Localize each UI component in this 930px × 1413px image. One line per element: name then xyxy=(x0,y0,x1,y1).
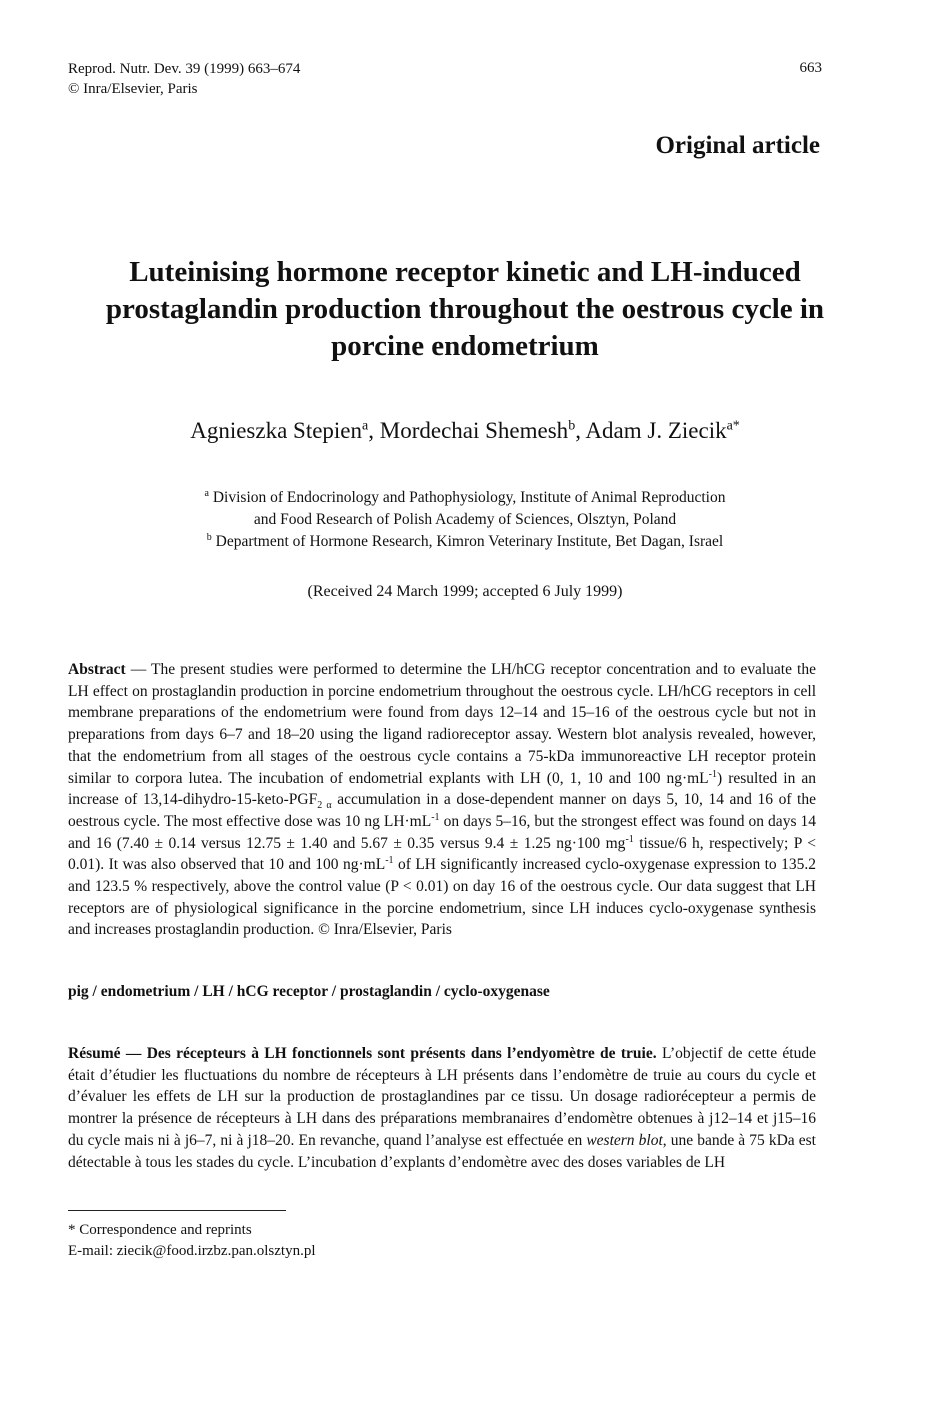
paper-title: Luteinising hormone receptor kinetic and LH-induced prostaglandin production throughout the oestrous cycle in porcine endometrium xyxy=(105,256,825,362)
superscript: -1 xyxy=(385,855,394,867)
resume-text: L’objectif de cette étude était d’étudier les fluctuations du nombre de récepteurs à LH présents dans l’endomètre de truie au cours du cycle et d’évaluer les effets de LH sur la production de prostaglandines par ce tissu. Un dosage radiorécepteur a permis de montrer la présence de récepteurs à LH dans des préparations membranaires d’endomètre obtenues à j12–14 et j15–16 du cycle mais ni à j6–7, ni à j18–20. En revanche, quand l’analyse est effectuée en xyxy=(68,1045,816,1149)
footnote-divider xyxy=(68,1210,286,1211)
superscript: -1 xyxy=(431,811,440,823)
abstract xyxy=(68,659,816,941)
superscript: -1 xyxy=(708,768,717,780)
page-number: 663 xyxy=(799,60,822,76)
keywords: pig / endometrium / LH / hCG receptor / prostaglandin / cyclo-oxygenase xyxy=(68,983,550,1000)
affiliation-text: Department of Hormone Research, Kimron Veterinary Institute, Bet Dagan, Israel xyxy=(215,533,724,550)
author-name: Mordechai Shemesh xyxy=(379,418,569,443)
affiliation-b xyxy=(0,531,930,553)
copyright-line: © Inra/Elsevier, Paris xyxy=(68,81,198,97)
email-note: E-mail: ziecik@food.irzbz.pan.olsztyn.pl xyxy=(68,1243,316,1259)
abstract-text: on days 5–16, but the strongest effect was found on days 14 and 16 (7.40 ± 0.14 versus 12.75 ± 1.40 and 5.67 ± 0.35 versus 9.4 ± 1.25 ng·100 mg xyxy=(68,812,816,852)
abstract-text: ) resulted in an increase of 13,14-dihydro-15-keto-PGF xyxy=(68,769,816,809)
resume-heading: Résumé — Des récepteurs à LH fonctionnels sont présents dans l’endyomètre de truie. xyxy=(68,1045,657,1062)
author-affiliation-mark: a* xyxy=(726,418,740,434)
abstract-text: tissue/6 h, respectively; P < 0.01). It was also observed that 10 and 100 ng·mL xyxy=(68,834,816,874)
correspondence-note: * Correspondence and reprints xyxy=(68,1222,252,1238)
author-affiliation-mark: a xyxy=(362,418,369,434)
resume xyxy=(68,1043,816,1173)
resume-text: , une bande à 75 kDa est détectable à tous les stades du cycle. L’incubation d’explants d’endomètre avec des doses variables de LH xyxy=(68,1131,816,1171)
author-name: Agnieszka Stepien xyxy=(190,418,363,443)
abstract-text: accumulation in a dose-dependent manner on days 5, 10, 14 and 16 of the oestrous cycle. The most effective dose was 10 ng LH·mL xyxy=(68,791,816,830)
journal-citation: Reprod. Nutr. Dev. 39 (1999) 663–674 xyxy=(68,61,301,77)
affiliation-a-continued: and Food Research of Polish Academy of Sciences, Olsztyn, Poland xyxy=(253,511,677,528)
article-type: Original article xyxy=(655,132,820,159)
resume-italic-text: western blot xyxy=(586,1131,663,1149)
affiliation-a xyxy=(0,487,930,509)
abstract-text: of LH significantly increased cyclo-oxygenase expression to 135.2 and 123.5 % respectively, above the control value (P < 0.01) on day 16 of the oestrous cycle. Our data suggest that LH receptors are of physiological significance in the porcine endometrium, since LH induces cyclo-oxygenase synthesis and increases prostaglandin production. © Inra/Elsevier, Paris xyxy=(68,856,817,939)
abstract-text: — The present studies were performed to determine the LH/hCG receptor concentration and to evaluate the LH effect on prostaglandin production in porcine endometrium throughout the oestrous cycle. LH/hCG receptors in cell membrane preparations of the endometrium were found from days 12–14 and 15–16 of the oestrous cycle but not in preparations from days 6–7 and 18–20 using the ligand radioreceptor assay. Western blot analysis revealed, however, that the endometrium from all stages of the oestrous cycle contains a 75-kDa immunoreactive LH receptor protein similar to corpora lutea. The incubation of endometrial explants with LH (0, 1, 10 and 100 ng·mL xyxy=(68,661,816,787)
affiliation-text: Division of Endocrinology and Pathophysiology, Institute of Animal Reproduction xyxy=(212,489,726,506)
affiliation-mark: a xyxy=(204,487,209,499)
author-affiliation-mark: b xyxy=(568,418,576,434)
affiliation-mark: b xyxy=(206,531,212,543)
subscript: 2 α xyxy=(317,800,332,812)
author-name: Adam J. Ziecik xyxy=(585,418,727,443)
superscript: -1 xyxy=(625,833,634,845)
received-dates: (Received 24 March 1999; accepted 6 July 1999) xyxy=(307,583,623,600)
author-list: Agnieszka Stepien$^a$, Mordechai Shemesh$^b$, Adam J. Ziecik$^{a*}$ xyxy=(190,418,740,443)
abstract-heading: Abstract xyxy=(68,661,126,678)
